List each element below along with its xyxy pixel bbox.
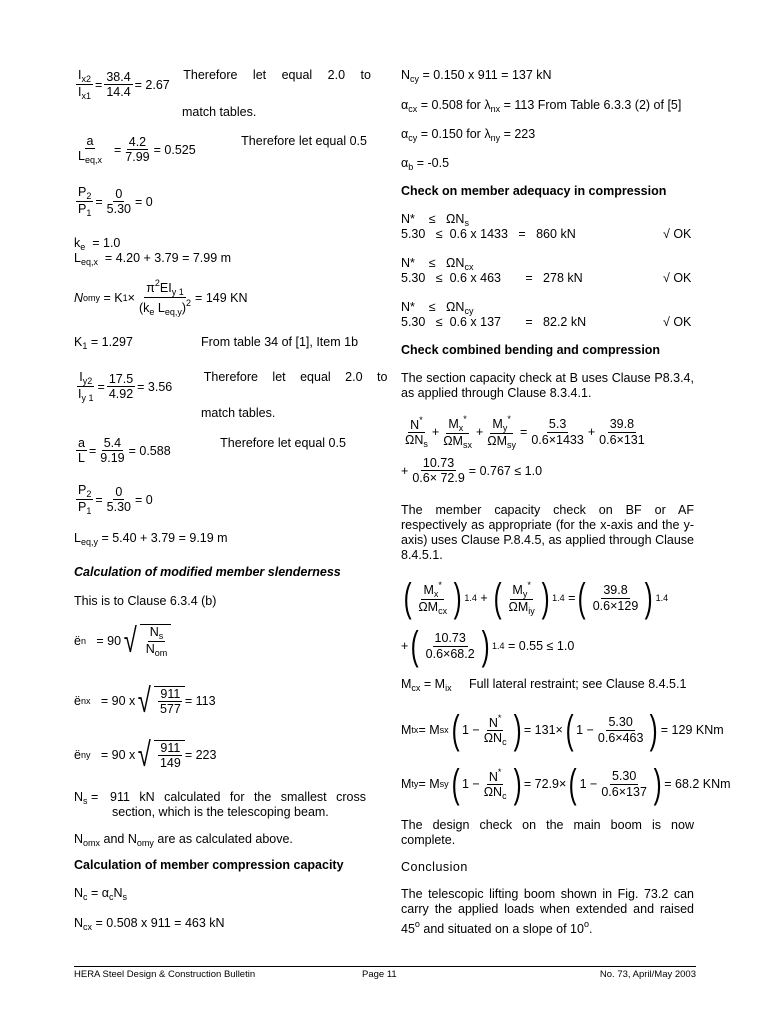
check-row-2: 5.30 ≤ 0.6 x 463 = 278 kN √ OK (401, 271, 692, 285)
note: match tables. (201, 406, 276, 420)
heading-conclusion: Conclusion (401, 860, 468, 874)
combined-equation: $\frac{N^*}{\Omega N_s}$ + $\frac{M_x^*}{\Omega M_{sx}}$ + $\frac{M_y^*}{\Omega M_{sy}}$ = $\frac{5.3}{0.6\times 1433}$ + $\frac{39.8}{0.6\times 131}$ (405, 414, 645, 451)
paragraph-section-capacity: The section capacity check at B uses Clause P8.3.4, as applied through Clause 8.3.4.1. (401, 371, 694, 400)
ratio-x: $\frac{I_{x2}}{I_{x1}}$ = $\frac{38.4}{14.4}$ = 2.67 Therefore let equal 2.0 to (78, 68, 371, 102)
leqy-line: $L_{eq,y} = 5.40 + 3.79 = 9.19$ m (74, 531, 228, 547)
ratio-p: $\frac{P_2}{P_1}$ = $\frac{0}{5.30}$ = 0 (78, 185, 153, 219)
ratio-p2: $\frac{P_2}{P_1}$ = $\frac{0}{5.30}$ = 0 (78, 483, 153, 517)
check-row-1: 5.30 ≤ 0.6 x 1433 = 860 kN √ OK (401, 227, 692, 241)
lambda-n: ë n = 90 √ $\frac{N_s}{N_{om}}$ (74, 624, 171, 659)
interaction-equation: ( $\frac{M_x^*}{\Omega M_{cx}}$ ) 1.4 + ( $\frac{M_y^*}{\Omega M_{iy}}$ ) 1.4 = ( $\frac{39.8}{0.6\times 129}$ ) 1.4 (403, 576, 669, 620)
k1-line: $K_1 = 1.297$ (74, 335, 133, 351)
lambda-ny: ë ny = 90 x √ $\frac{911}{149}$ = 223 (74, 736, 217, 774)
check-ns: N* ≤ $\Omega N_s$ (401, 212, 469, 228)
acy-line: $\alpha_{cy} = 0.150$ for $\lambda_{ny} = 223$ (401, 127, 536, 143)
combined-equation-2: + $\frac{10.73}{0.6\times 72.9}$ = 0.767 ≤ 1.0 (401, 456, 543, 486)
ratio-a-l: $\frac{a}{L}$ = $\frac{5.4}{9.19}$ = 0.588 Therefore let equal 0.5 (78, 436, 346, 466)
footer-publication: HERA Steel Design & Construction Bulletin (74, 969, 256, 980)
heading-adequacy: Check on member adequacy in compression (401, 184, 667, 198)
mtx-equation: M tx = M sx ( 1 − $\frac{N^*}{\Omega N_c}$ ) = 131× ( 1 − $\frac{5.30}{0.6\times 463}$ ) = 129 KNm (401, 708, 724, 752)
lambda-nx: ë nx = 90 x √ $\frac{911}{577}$ = 113 (74, 682, 216, 720)
ab-line: $\alpha_b = -0.5$ (401, 156, 450, 172)
footer-page-number: Page 11 (362, 969, 397, 980)
paragraph-member-capacity: The member capacity check on BF or AF respectively as appropriate (for the x-axis and the y-axis) uses Clause P.8.4.5, as applied through Clause 8.4.5.1. (401, 503, 694, 562)
leqx-line: $L_{eq,x} = 4.20 + 3.79 = 7.99$ m (74, 251, 232, 267)
k1-note: From table 34 of [1], Item 1b (201, 335, 359, 349)
paragraph-conclusion: The telescopic lifting boom shown in Fig. 73.2 can carry the applied loads when extended and raised 45$^o$ and situated on a slope of 10$^o$. (401, 887, 694, 936)
clause-text: This is to Clause 6.3.4 (b) (74, 594, 217, 608)
ns-label: $N_s$ = (74, 790, 99, 806)
ratio-y: $\frac{I_{y2}}{I_{y 1}}$ = $\frac{17.5}{4.92}$ = 3.56 Therefore let equal 2.0 to (78, 370, 388, 404)
nc-line: $N_c = \alpha_cN_s$ (74, 886, 128, 902)
paragraph-complete: The design check on the main boom is now complete. (401, 818, 694, 847)
interaction-equation-2: + ( $\frac{10.73}{0.6\times 68.2}$ ) 1.4 = 0.55 ≤ 1.0 (401, 624, 575, 668)
ncy-line: $N_{cy} = 0.150$ x 911 = 137 kN (401, 68, 552, 84)
heading-compression: Calculation of member compression capacity (74, 858, 344, 872)
page-footer (74, 966, 696, 980)
ke-line: $k_e = 1.0$ (74, 236, 121, 252)
nom-line: $N_{omx}$ and $N_{omy}$ are as calculated above. (74, 832, 293, 848)
check-ncx: N* ≤ $\Omega N_{cx}$ (401, 256, 474, 272)
footer-issue: No. 73, April/May 2003 (599, 969, 696, 980)
mty-equation: M ty = M sy ( 1 − $\frac{N^*}{\Omega N_c}$ ) = 72.9× ( 1 − $\frac{5.30}{0.6\times 137}$ ) = 68.2 KNm (401, 762, 731, 806)
note: match tables. (182, 105, 257, 119)
check-row-3: 5.30 ≤ 0.6 x 137 = 82.2 kN √ OK (401, 315, 692, 329)
ncx-line: $N_{cx} = 0.508$ x 911 = 463 kN (74, 916, 225, 932)
ratio-a-leqx: $\frac{a}{L_{eq,x}}$ = $\frac{4.2}{7.99}$ = 0.525 Therefore let equal 0.5 (78, 134, 367, 166)
mcx-line: $M_{cx} = M_{ix}$ Full lateral restraint; see Clause 8.4.5.1 (401, 677, 687, 693)
ns-text: 911 kN calculated for the smallest cross section, which is the telescoping beam. (110, 790, 366, 819)
nomy-equation: N omy = K 1 × $\frac{\pi^2EI_{y 1}}{(k_e L_{eq,y})^2}$ = 149 KN (74, 278, 248, 318)
check-ncy: N* ≤ $\Omega N_{cy}$ (401, 300, 474, 316)
heading-combined: Check combined bending and compression (401, 343, 661, 357)
acx-line: $\alpha_{cx} = 0.508$ for $\lambda_{nx} = 113$ From Table 6.3.3 (2) of [5] (401, 98, 682, 114)
heading-slenderness: Calculation of modified member slenderness (74, 565, 341, 579)
